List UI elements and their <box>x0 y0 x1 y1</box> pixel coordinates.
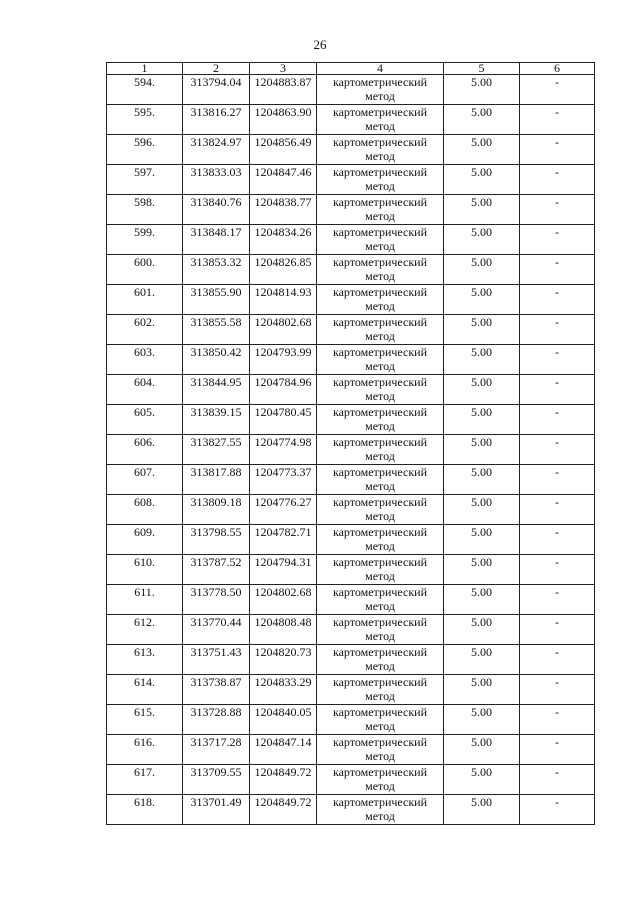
table-row <box>107 495 595 525</box>
table-row <box>107 645 595 675</box>
y-coordinate-cell: 1204856.49 <box>250 135 317 165</box>
point-number-cell: 603. <box>107 345 183 375</box>
accuracy-cell: 5.00 <box>444 105 520 135</box>
table-row <box>107 405 595 435</box>
description-cell: - <box>520 165 595 195</box>
description-cell: - <box>520 375 595 405</box>
table-row <box>107 135 595 165</box>
accuracy-cell: 5.00 <box>444 675 520 705</box>
method-cell: картометрический метод <box>317 195 444 225</box>
y-coordinate-cell: 1204808.48 <box>250 615 317 645</box>
accuracy-cell: 5.00 <box>444 225 520 255</box>
column-header: 1 <box>107 63 183 75</box>
accuracy-cell: 5.00 <box>444 615 520 645</box>
point-number-cell: 613. <box>107 645 183 675</box>
point-number-cell: 611. <box>107 585 183 615</box>
point-number-cell: 600. <box>107 255 183 285</box>
table-body <box>107 75 595 825</box>
method-cell: картометрический метод <box>317 345 444 375</box>
method-cell: картометрический метод <box>317 375 444 405</box>
description-cell: - <box>520 405 595 435</box>
method-cell: картометрический метод <box>317 285 444 315</box>
method-cell: картометрический метод <box>317 225 444 255</box>
description-cell: - <box>520 105 595 135</box>
x-coordinate-cell: 313840.76 <box>183 195 250 225</box>
table-row <box>107 765 595 795</box>
x-coordinate-cell: 313701.49 <box>183 795 250 825</box>
point-number-cell: 597. <box>107 165 183 195</box>
accuracy-cell: 5.00 <box>444 255 520 285</box>
table-row <box>107 705 595 735</box>
y-coordinate-cell: 1204849.72 <box>250 795 317 825</box>
y-coordinate-cell: 1204833.29 <box>250 675 317 705</box>
accuracy-cell: 5.00 <box>444 465 520 495</box>
point-number-cell: 605. <box>107 405 183 435</box>
method-cell: картометрический метод <box>317 675 444 705</box>
point-number-cell: 595. <box>107 105 183 135</box>
description-cell: - <box>520 345 595 375</box>
method-cell: картометрический метод <box>317 75 444 105</box>
table-row <box>107 195 595 225</box>
x-coordinate-cell: 313855.58 <box>183 315 250 345</box>
accuracy-cell: 5.00 <box>444 585 520 615</box>
x-coordinate-cell: 313850.42 <box>183 345 250 375</box>
method-cell: картометрический метод <box>317 525 444 555</box>
point-number-cell: 596. <box>107 135 183 165</box>
y-coordinate-cell: 1204826.85 <box>250 255 317 285</box>
method-cell: картометрический метод <box>317 645 444 675</box>
x-coordinate-cell: 313798.55 <box>183 525 250 555</box>
table-row <box>107 465 595 495</box>
table-row <box>107 675 595 705</box>
accuracy-cell: 5.00 <box>444 645 520 675</box>
y-coordinate-cell: 1204840.05 <box>250 705 317 735</box>
description-cell: - <box>520 795 595 825</box>
y-coordinate-cell: 1204793.99 <box>250 345 317 375</box>
table-row <box>107 345 595 375</box>
x-coordinate-cell: 313855.90 <box>183 285 250 315</box>
y-coordinate-cell: 1204802.68 <box>250 315 317 345</box>
table-row <box>107 555 595 585</box>
method-cell: картометрический метод <box>317 315 444 345</box>
method-cell: картометрический метод <box>317 495 444 525</box>
description-cell: - <box>520 555 595 585</box>
point-number-cell: 615. <box>107 705 183 735</box>
accuracy-cell: 5.00 <box>444 165 520 195</box>
description-cell: - <box>520 75 595 105</box>
table-row <box>107 435 595 465</box>
accuracy-cell: 5.00 <box>444 495 520 525</box>
method-cell: картометрический метод <box>317 555 444 585</box>
point-number-cell: 594. <box>107 75 183 105</box>
x-coordinate-cell: 313848.17 <box>183 225 250 255</box>
table-row <box>107 225 595 255</box>
method-cell: картометрический метод <box>317 765 444 795</box>
description-cell: - <box>520 645 595 675</box>
accuracy-cell: 5.00 <box>444 765 520 795</box>
x-coordinate-cell: 313728.88 <box>183 705 250 735</box>
x-coordinate-cell: 313709.55 <box>183 765 250 795</box>
y-coordinate-cell: 1204784.96 <box>250 375 317 405</box>
x-coordinate-cell: 313824.97 <box>183 135 250 165</box>
x-coordinate-cell: 313778.50 <box>183 585 250 615</box>
x-coordinate-cell: 313833.03 <box>183 165 250 195</box>
y-coordinate-cell: 1204774.98 <box>250 435 317 465</box>
y-coordinate-cell: 1204780.45 <box>250 405 317 435</box>
y-coordinate-cell: 1204847.46 <box>250 165 317 195</box>
method-cell: картометрический метод <box>317 615 444 645</box>
point-number-cell: 617. <box>107 765 183 795</box>
point-number-cell: 599. <box>107 225 183 255</box>
header-row <box>107 63 595 75</box>
table-row <box>107 105 595 135</box>
method-cell: картометрический метод <box>317 705 444 735</box>
table-row <box>107 795 595 825</box>
table-row <box>107 75 595 105</box>
method-cell: картометрический метод <box>317 735 444 765</box>
accuracy-cell: 5.00 <box>444 405 520 435</box>
x-coordinate-cell: 313839.15 <box>183 405 250 435</box>
method-cell: картометрический метод <box>317 165 444 195</box>
accuracy-cell: 5.00 <box>444 315 520 345</box>
point-number-cell: 614. <box>107 675 183 705</box>
y-coordinate-cell: 1204802.68 <box>250 585 317 615</box>
method-cell: картометрический метод <box>317 465 444 495</box>
method-cell: картометрический метод <box>317 435 444 465</box>
y-coordinate-cell: 1204863.90 <box>250 105 317 135</box>
y-coordinate-cell: 1204773.37 <box>250 465 317 495</box>
x-coordinate-cell: 313844.95 <box>183 375 250 405</box>
accuracy-cell: 5.00 <box>444 195 520 225</box>
y-coordinate-cell: 1204883.87 <box>250 75 317 105</box>
method-cell: картометрический метод <box>317 105 444 135</box>
y-coordinate-cell: 1204776.27 <box>250 495 317 525</box>
coordinates-table <box>106 62 595 825</box>
point-number-cell: 616. <box>107 735 183 765</box>
accuracy-cell: 5.00 <box>444 75 520 105</box>
point-number-cell: 601. <box>107 285 183 315</box>
x-coordinate-cell: 313751.43 <box>183 645 250 675</box>
description-cell: - <box>520 135 595 165</box>
accuracy-cell: 5.00 <box>444 285 520 315</box>
description-cell: - <box>520 705 595 735</box>
column-header: 5 <box>444 63 520 75</box>
accuracy-cell: 5.00 <box>444 375 520 405</box>
column-header: 4 <box>317 63 444 75</box>
description-cell: - <box>520 735 595 765</box>
table-row <box>107 285 595 315</box>
accuracy-cell: 5.00 <box>444 705 520 735</box>
accuracy-cell: 5.00 <box>444 555 520 585</box>
column-header: 2 <box>183 63 250 75</box>
x-coordinate-cell: 313770.44 <box>183 615 250 645</box>
column-header: 6 <box>520 63 595 75</box>
point-number-cell: 609. <box>107 525 183 555</box>
accuracy-cell: 5.00 <box>444 435 520 465</box>
page-number: 26 <box>313 37 327 52</box>
y-coordinate-cell: 1204820.73 <box>250 645 317 675</box>
description-cell: - <box>520 675 595 705</box>
accuracy-cell: 5.00 <box>444 135 520 165</box>
description-cell: - <box>520 495 595 525</box>
accuracy-cell: 5.00 <box>444 345 520 375</box>
point-number-cell: 612. <box>107 615 183 645</box>
description-cell: - <box>520 465 595 495</box>
description-cell: - <box>520 195 595 225</box>
y-coordinate-cell: 1204782.71 <box>250 525 317 555</box>
x-coordinate-cell: 313738.87 <box>183 675 250 705</box>
y-coordinate-cell: 1204847.14 <box>250 735 317 765</box>
point-number-cell: 598. <box>107 195 183 225</box>
table-row <box>107 735 595 765</box>
x-coordinate-cell: 313794.04 <box>183 75 250 105</box>
method-cell: картометрический метод <box>317 255 444 285</box>
table-row <box>107 255 595 285</box>
table-row <box>107 165 595 195</box>
x-coordinate-cell: 313717.28 <box>183 735 250 765</box>
point-number-cell: 618. <box>107 795 183 825</box>
table-row <box>107 615 595 645</box>
description-cell: - <box>520 435 595 465</box>
point-number-cell: 610. <box>107 555 183 585</box>
description-cell: - <box>520 585 595 615</box>
description-cell: - <box>520 315 595 345</box>
description-cell: - <box>520 525 595 555</box>
description-cell: - <box>520 225 595 255</box>
accuracy-cell: 5.00 <box>444 735 520 765</box>
accuracy-cell: 5.00 <box>444 795 520 825</box>
description-cell: - <box>520 615 595 645</box>
point-number-cell: 607. <box>107 465 183 495</box>
method-cell: картометрический метод <box>317 795 444 825</box>
x-coordinate-cell: 313809.18 <box>183 495 250 525</box>
point-number-cell: 608. <box>107 495 183 525</box>
x-coordinate-cell: 313787.52 <box>183 555 250 585</box>
y-coordinate-cell: 1204814.93 <box>250 285 317 315</box>
y-coordinate-cell: 1204834.26 <box>250 225 317 255</box>
x-coordinate-cell: 313817.88 <box>183 465 250 495</box>
x-coordinate-cell: 313816.27 <box>183 105 250 135</box>
x-coordinate-cell: 313827.55 <box>183 435 250 465</box>
table-row <box>107 525 595 555</box>
y-coordinate-cell: 1204794.31 <box>250 555 317 585</box>
description-cell: - <box>520 255 595 285</box>
table-row <box>107 585 595 615</box>
table-row <box>107 315 595 345</box>
column-header: 3 <box>250 63 317 75</box>
point-number-cell: 602. <box>107 315 183 345</box>
point-number-cell: 604. <box>107 375 183 405</box>
y-coordinate-cell: 1204849.72 <box>250 765 317 795</box>
method-cell: картометрический метод <box>317 585 444 615</box>
method-cell: картометрический метод <box>317 405 444 435</box>
description-cell: - <box>520 285 595 315</box>
point-number-cell: 606. <box>107 435 183 465</box>
accuracy-cell: 5.00 <box>444 525 520 555</box>
x-coordinate-cell: 313853.32 <box>183 255 250 285</box>
table-row <box>107 375 595 405</box>
method-cell: картометрический метод <box>317 135 444 165</box>
y-coordinate-cell: 1204838.77 <box>250 195 317 225</box>
description-cell: - <box>520 765 595 795</box>
